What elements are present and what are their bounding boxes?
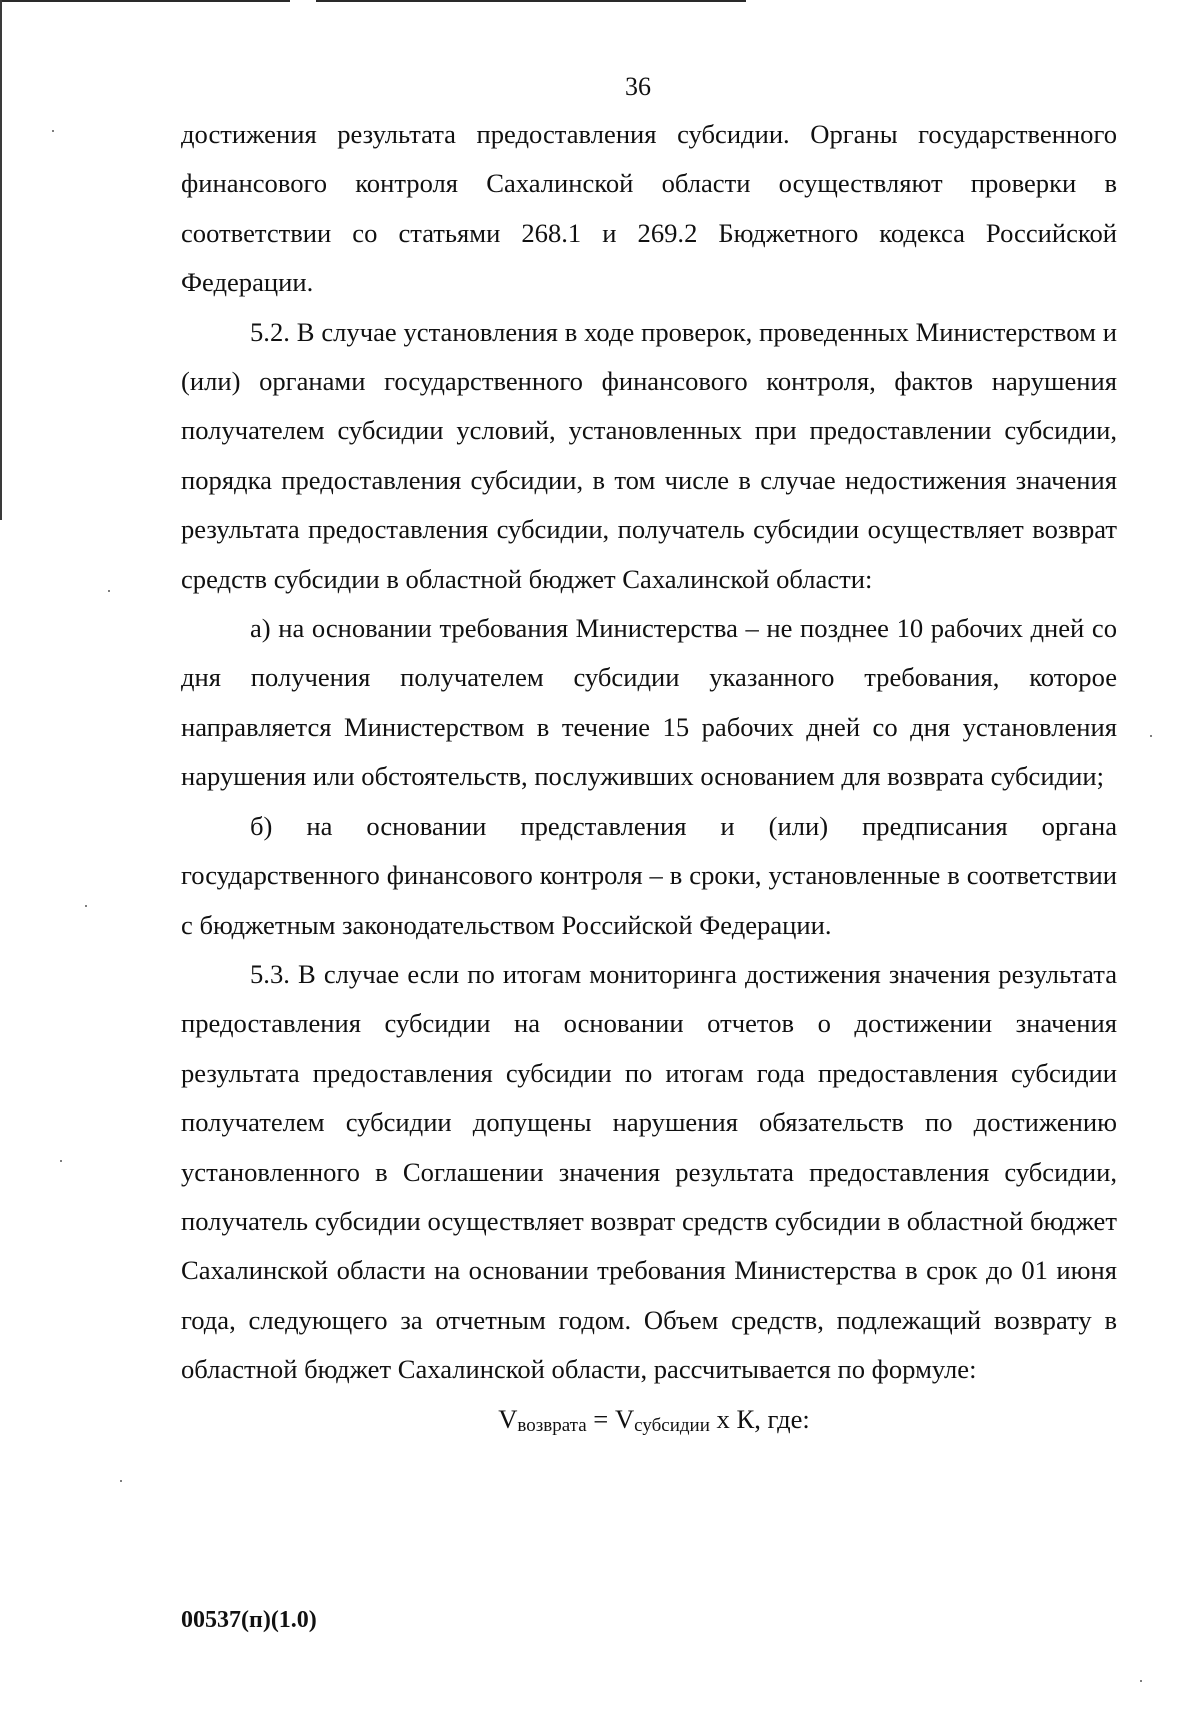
formula-equals: = [586,1403,615,1434]
formula-sub-subsidy: субсидии [634,1414,710,1436]
document-code: 00537(п)(1.0) [181,1607,317,1633]
scan-speck [1140,1680,1142,1682]
formula-rest: x К, где: [709,1403,810,1434]
paragraph-clause-5-3: 5.3. В случае если по итогам мониторинга достижения значения результата предоставления субсидии на основании отчетов о достижении значения результата предоставления субсидии по итогам года предоставления субсидии получателем субсидии допущены нарушения обязательств по достижению установленного в Соглашении значения результата предоставления субсидии, получатель субсидии осуществляет возврат средств субсидии в областной бюджет Сахалинской области на основании требования Министерства в срок до 01 июня года, следующего за отчетным годом. Объем средств, подлежащий возврату в областной бюджет Сахалинской области, рассчитывается по формуле: [181,958,1117,1385]
scan-speck [85,905,87,907]
scan-speck [60,1160,62,1162]
scan-edge-top-left [0,0,290,2]
paragraph-clause-5-2-a: а) на основании требования Министерства – не позднее 10 рабочих дней со дня получения получателем субсидии указанного требования, которое направляется Министерством в течение 15 рабочих дней со дня установления нарушения или обстоятельств, послуживших основанием для возврата субсидии; [181,613,1117,792]
document-body [181,110,1117,1447]
scan-edge-top-right [316,0,746,2]
paragraph-clause-5-2-b: б) на основании представления и (или) предписания органа государственного финансового контроля – в сроки, установленные в соответствии с бюджетным законодательством Российской Федерации. [181,810,1117,940]
formula-sub-return: возврата [517,1414,587,1436]
formula-v-subsidy: V [614,1403,635,1434]
page-number: 36 [625,72,651,101]
scan-speck [108,590,110,592]
formula-line [181,1395,1117,1447]
paragraph-clause-5-2: 5.2. В случае установления в ходе проверок, проведенных Министерством и (или) органами государственного финансового контроля, фактов нарушения получателем субсидии условий, установленных при предоставлении субсидии, порядка предоставления субсидии, в том числе в случае недостижения значения результата предоставления субсидии, получатель субсидии осуществляет возврат средств субсидии в областной бюджет Сахалинской области: [181,316,1117,594]
paragraph-continuation: достижения результата предоставления субсидии. Органы государственного финансового контроля Сахалинской области осуществляют проверки в соответствии со статьями 268.1 и 269.2 Бюджетного кодекса Российской Федерации. [181,119,1117,298]
scan-speck [52,130,54,132]
scan-speck [1150,735,1152,737]
formula-v-return: V [498,1403,518,1434]
scan-speck [120,1480,122,1482]
